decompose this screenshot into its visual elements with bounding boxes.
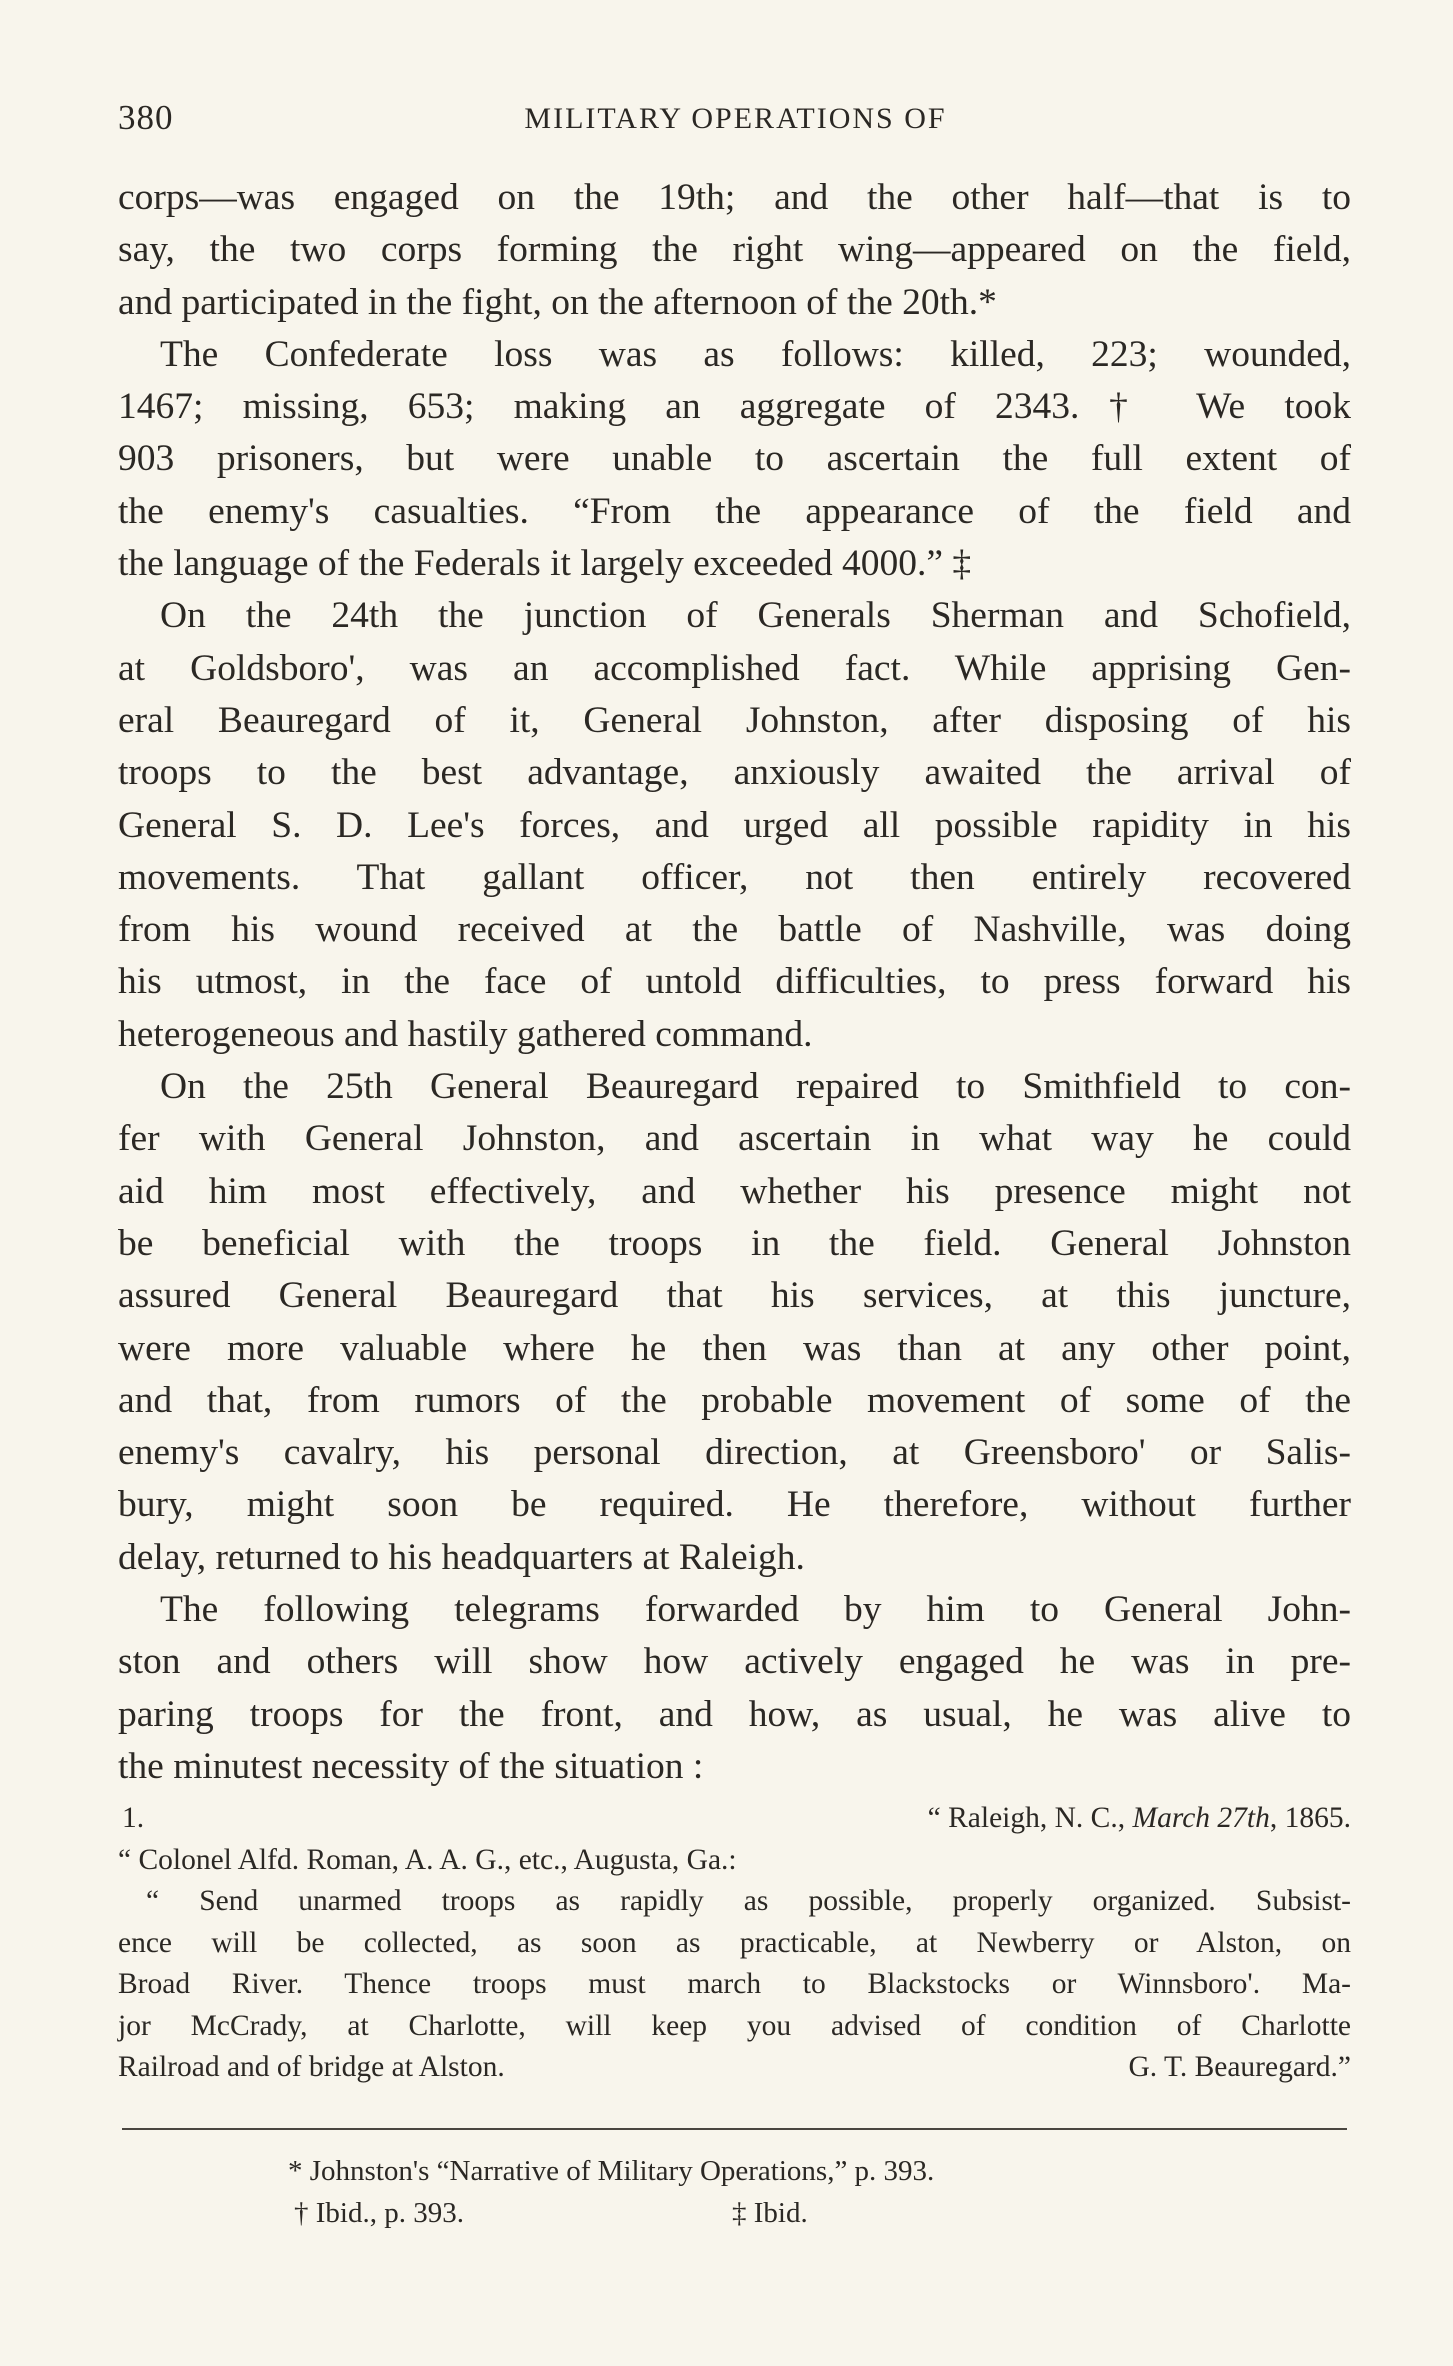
text-line: paring troops for the front, and how, as usual, he was alive to xyxy=(118,1693,1351,1735)
text-line: troops to the best advantage, anxiously awaited the arrival of xyxy=(118,752,1351,794)
dateline-date: March 27th xyxy=(1132,1802,1270,1834)
dateline-place: “ Raleigh, N. C., xyxy=(927,1802,1133,1834)
telegram-last-line: Railroad and of bridge at Alston. xyxy=(118,2051,505,2083)
text-line: On the 24th the junction of Generals Sherman and Schofield, xyxy=(160,595,1351,637)
text-line: corps—was engaged on the 19th; and the other half—that is to xyxy=(118,177,1351,218)
text-line: The following telegrams forwarded by him to General John- xyxy=(160,1589,1351,1631)
text-line: from his wound received at the battle of Nashville, was doing xyxy=(118,909,1351,951)
text-line: at Goldsboro', was an accomplished fact. While apprising Gen- xyxy=(118,647,1351,689)
telegram-signature: G. T. Beauregard.” xyxy=(1128,2051,1351,2083)
text-line: 1467; missing, 653; making an aggregate of 2343.† We took xyxy=(118,386,1351,428)
body-text xyxy=(118,172,1351,1793)
footnote-double-dagger: ‡ Ibid. xyxy=(732,2197,808,2229)
telegram-1 xyxy=(118,1798,1351,2089)
text-line: the language of the Federals it largely exceeded 4000.” ‡ xyxy=(118,543,972,585)
telegram-number: 1. xyxy=(122,1802,145,1834)
text-line: On the 25th General Beauregard repaired to Smithfield to con- xyxy=(160,1066,1351,1108)
text-line: his utmost, in the face of untold difficulties, to press forward his xyxy=(118,961,1351,1003)
text-line: were more valuable where he then was than at any other point, xyxy=(118,1327,1351,1369)
text-line: General S. D. Lee's forces, and urged all possible rapidity in his xyxy=(118,804,1351,846)
text-line: movements. That gallant officer, not then entirely recovered xyxy=(118,856,1351,898)
text-line: be beneficial with the troops in the field. General Johnston xyxy=(118,1222,1351,1264)
page-number: 380 xyxy=(118,98,174,137)
text-line: bury, might soon be required. He therefore, without further xyxy=(118,1484,1351,1526)
running-title: MILITARY OPERATIONS OF xyxy=(524,102,947,135)
telegram-header xyxy=(118,1798,1351,1840)
text-line: delay, returned to his headquarters at Raleigh. xyxy=(118,1536,805,1578)
text-line: aid him most effectively, and whether his presence might not xyxy=(118,1170,1351,1212)
dateline-year: , 1865. xyxy=(1269,1802,1351,1834)
text-line: assured General Beauregard that his services, at this juncture, xyxy=(118,1275,1351,1317)
text-line: heterogeneous and hastily gathered command. xyxy=(118,1013,813,1055)
text-line: fer with General Johnston, and ascertain in what way he could xyxy=(118,1118,1351,1160)
telegram-line: “ Send unarmed troops as rapidly as possible, properly organized. Subsist- xyxy=(146,1885,1351,1917)
telegram-address: “ Colonel Alfd. Roman, A. A. G., etc., Augusta, Ga.: xyxy=(118,1843,737,1876)
text-line: and participated in the fight, on the afternoon of the 20th.* xyxy=(118,281,997,323)
telegram-line: jor McCrady, at Charlotte, will keep you advised of condition of Charlotte xyxy=(118,2009,1351,2042)
text-line: enemy's cavalry, his personal direction, at Greensboro' or Salis- xyxy=(118,1432,1351,1474)
text-line: ston and others will show how actively engaged he was in pre- xyxy=(118,1641,1351,1683)
text-line: and that, from rumors of the probable movement of some of the xyxy=(118,1379,1351,1421)
text-line: say, the two corps forming the right wing—appeared on the field, xyxy=(118,229,1351,271)
footnote-star: * Johnston's “Narrative of Military Operations,” p. 393. xyxy=(288,2155,935,2187)
telegram-line: ence will be collected, as soon as practicable, at Newberry or Alston, on xyxy=(118,1926,1351,1959)
footnotes xyxy=(118,2150,1351,2234)
running-head xyxy=(118,98,1353,148)
footnote-dagger: † Ibid., p. 393. xyxy=(294,2197,464,2229)
text-line: eral Beauregard of it, General Johnston, after disposing of his xyxy=(118,699,1351,741)
footnote-row xyxy=(118,2192,1351,2234)
telegram-closing-line xyxy=(118,2047,1351,2089)
footnote-rule xyxy=(122,2128,1347,2130)
text-line: the minutest necessity of the situation : xyxy=(118,1745,704,1787)
text-line: the enemy's casualties. “From the appearance of the field and xyxy=(118,490,1351,532)
text-line: 903 prisoners, but were unable to ascertain the full extent of xyxy=(118,438,1351,480)
text-line: The Confederate loss was as follows: killed, 223; wounded, xyxy=(160,333,1351,375)
telegram-dateline xyxy=(928,1798,1351,1840)
telegram-line: Broad River. Thence troops must march to Blackstocks or Winnsboro'. Ma- xyxy=(118,1968,1351,2000)
